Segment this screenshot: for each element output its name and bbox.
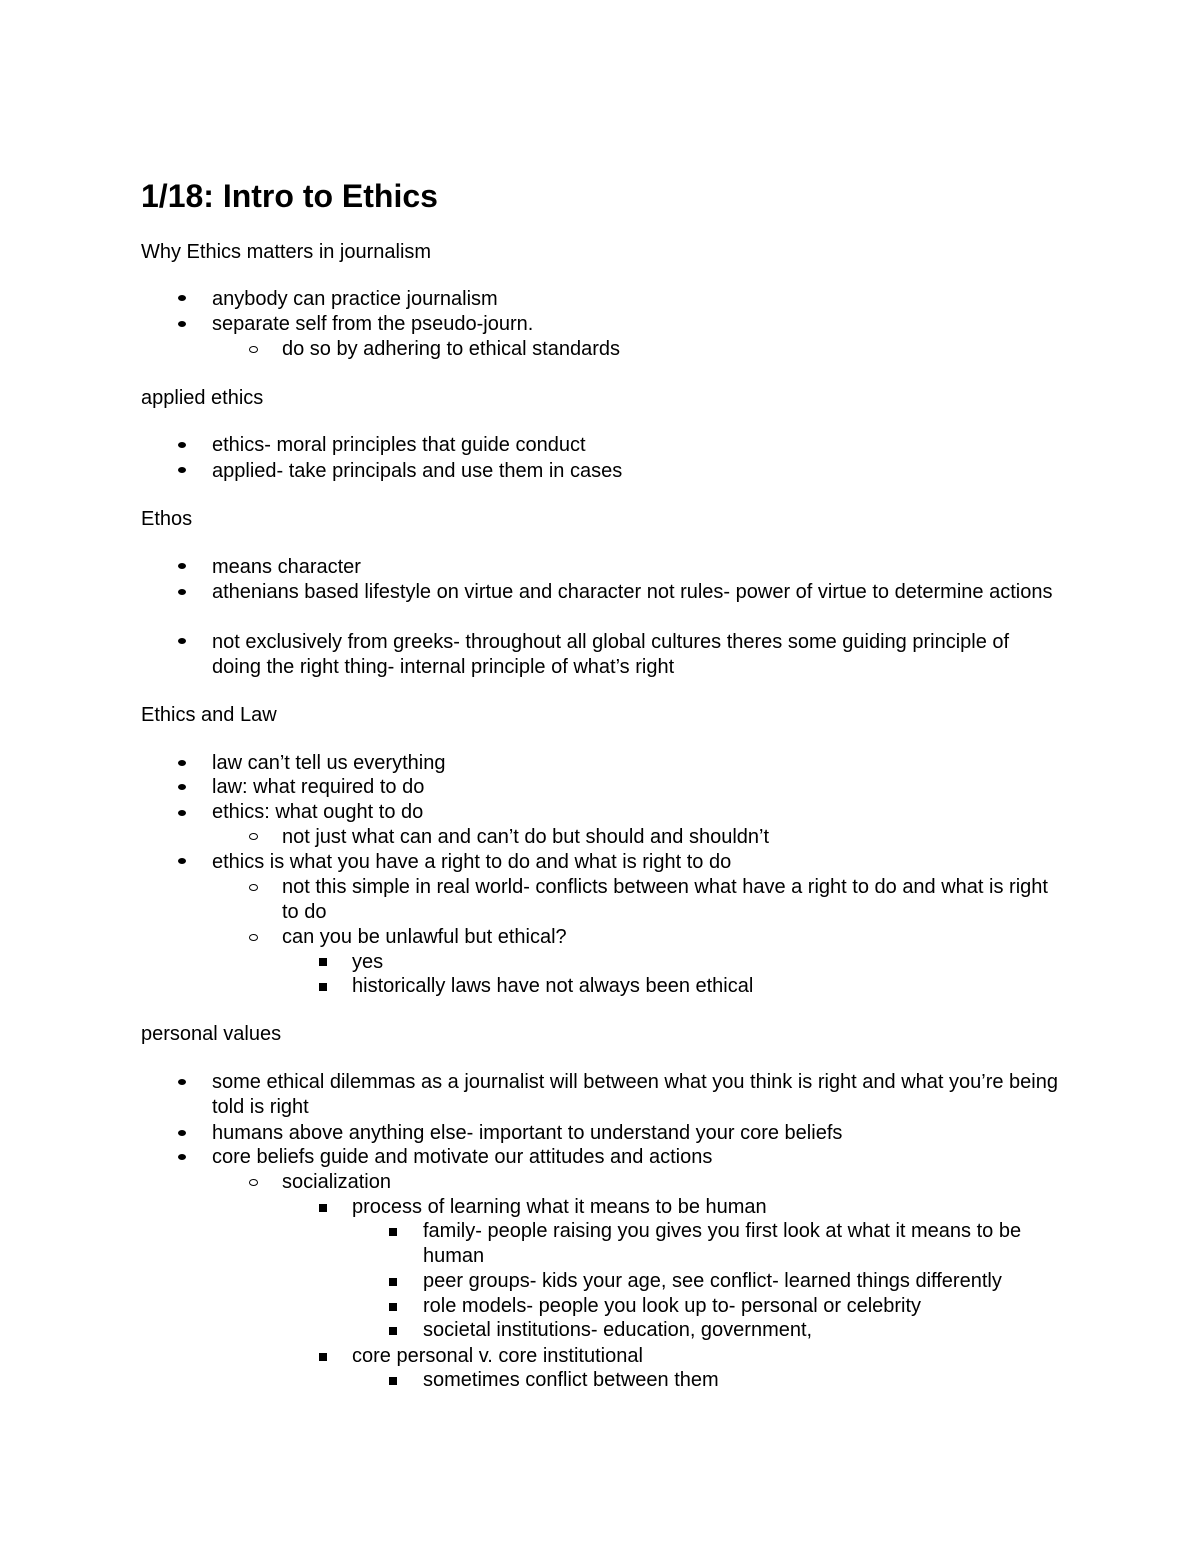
bullet-disc-icon: [178, 295, 186, 301]
list-item: law: what required to do: [212, 776, 425, 798]
bullet-square-icon: [389, 1278, 397, 1286]
bullet-square-icon: [389, 1327, 397, 1335]
section-heading-ethos: Ethos: [141, 508, 193, 530]
bullet-square-icon: [319, 983, 327, 991]
section-heading-why-ethics: Why Ethics matters in journalism: [141, 241, 432, 263]
list-item: peer groups- kids your age, see conflict- learned things differently: [423, 1270, 1002, 1292]
bullet-disc-icon: [178, 467, 186, 473]
list-item: core personal v. core institutional: [352, 1345, 643, 1367]
bullet-disc-icon: [178, 589, 186, 595]
bullet-disc-icon: [178, 563, 186, 569]
list-item: core beliefs guide and motivate our attitudes and actions: [212, 1146, 713, 1168]
bullet-disc-icon: [178, 321, 186, 327]
section-heading-applied-ethics: applied ethics: [141, 387, 264, 409]
bullet-disc-icon: [178, 638, 186, 644]
bullet-circle-icon: [249, 934, 258, 941]
list-item: not just what can and can’t do but should and shouldn’t: [282, 826, 770, 848]
list-item: applied- take principals and use them in cases: [212, 460, 623, 482]
bullet-disc-icon: [178, 1154, 186, 1160]
bullet-disc-icon: [178, 1130, 186, 1136]
list-item: some ethical dilemmas as a journalist will between what you think is right and what you’re being told is right: [212, 1071, 1058, 1118]
list-item: yes: [352, 951, 384, 973]
section-heading-personal-values: personal values: [141, 1023, 282, 1045]
list-item: role models- people you look up to- personal or celebrity: [423, 1295, 922, 1317]
list-item: athenians based lifestyle on virtue and character not rules- power of virtue to determine actions: [212, 581, 1053, 603]
bullet-square-icon: [389, 1303, 397, 1311]
bullet-square-icon: [389, 1228, 397, 1236]
page-title: 1/18: Intro to Ethics: [141, 178, 438, 214]
bullet-circle-icon: [249, 884, 258, 891]
list-item: can you be unlawful but ethical?: [282, 926, 567, 948]
list-item: sometimes conflict between them: [423, 1369, 719, 1391]
list-item: societal institutions- education, government,: [423, 1319, 813, 1341]
bullet-circle-icon: [249, 346, 258, 353]
list-item: not exclusively from greeks- throughout all global cultures theres some guiding principle of doing the right thing- internal principle of what’s right: [212, 631, 1010, 678]
list-item: historically laws have not always been ethical: [352, 975, 754, 997]
bullet-square-icon: [389, 1377, 397, 1385]
bullet-disc-icon: [178, 1079, 186, 1085]
bullet-square-icon: [319, 1353, 327, 1361]
bullet-disc-icon: [178, 442, 186, 448]
bullet-disc-icon: [178, 784, 186, 790]
list-item: ethics- moral principles that guide conduct: [212, 434, 586, 456]
list-item: anybody can practice journalism: [212, 288, 498, 310]
bullet-circle-icon: [249, 1179, 258, 1186]
bullet-disc-icon: [178, 810, 186, 816]
bullet-disc-icon: [178, 760, 186, 766]
list-item: not this simple in real world- conflicts between what have a right to do and what is right to do: [282, 876, 1048, 923]
list-item: law can’t tell us everything: [212, 752, 446, 774]
section-heading-ethics-and-law: Ethics and Law: [141, 704, 277, 726]
list-item: family- people raising you gives you first look at what it means to be human: [423, 1220, 1022, 1267]
bullet-square-icon: [319, 1204, 327, 1212]
bullet-circle-icon: [249, 833, 258, 840]
list-item: separate self from the pseudo-journ.: [212, 313, 534, 335]
list-item: ethics is what you have a right to do and what is right to do: [212, 851, 732, 873]
list-item: means character: [212, 556, 361, 578]
list-item: humans above anything else- important to understand your core beliefs: [212, 1122, 843, 1144]
list-item: do so by adhering to ethical standards: [282, 338, 620, 360]
bullet-square-icon: [319, 958, 327, 966]
list-item: process of learning what it means to be human: [352, 1196, 767, 1218]
list-item: socialization: [282, 1171, 391, 1193]
bullet-disc-icon: [178, 858, 186, 864]
list-item: ethics: what ought to do: [212, 801, 424, 823]
